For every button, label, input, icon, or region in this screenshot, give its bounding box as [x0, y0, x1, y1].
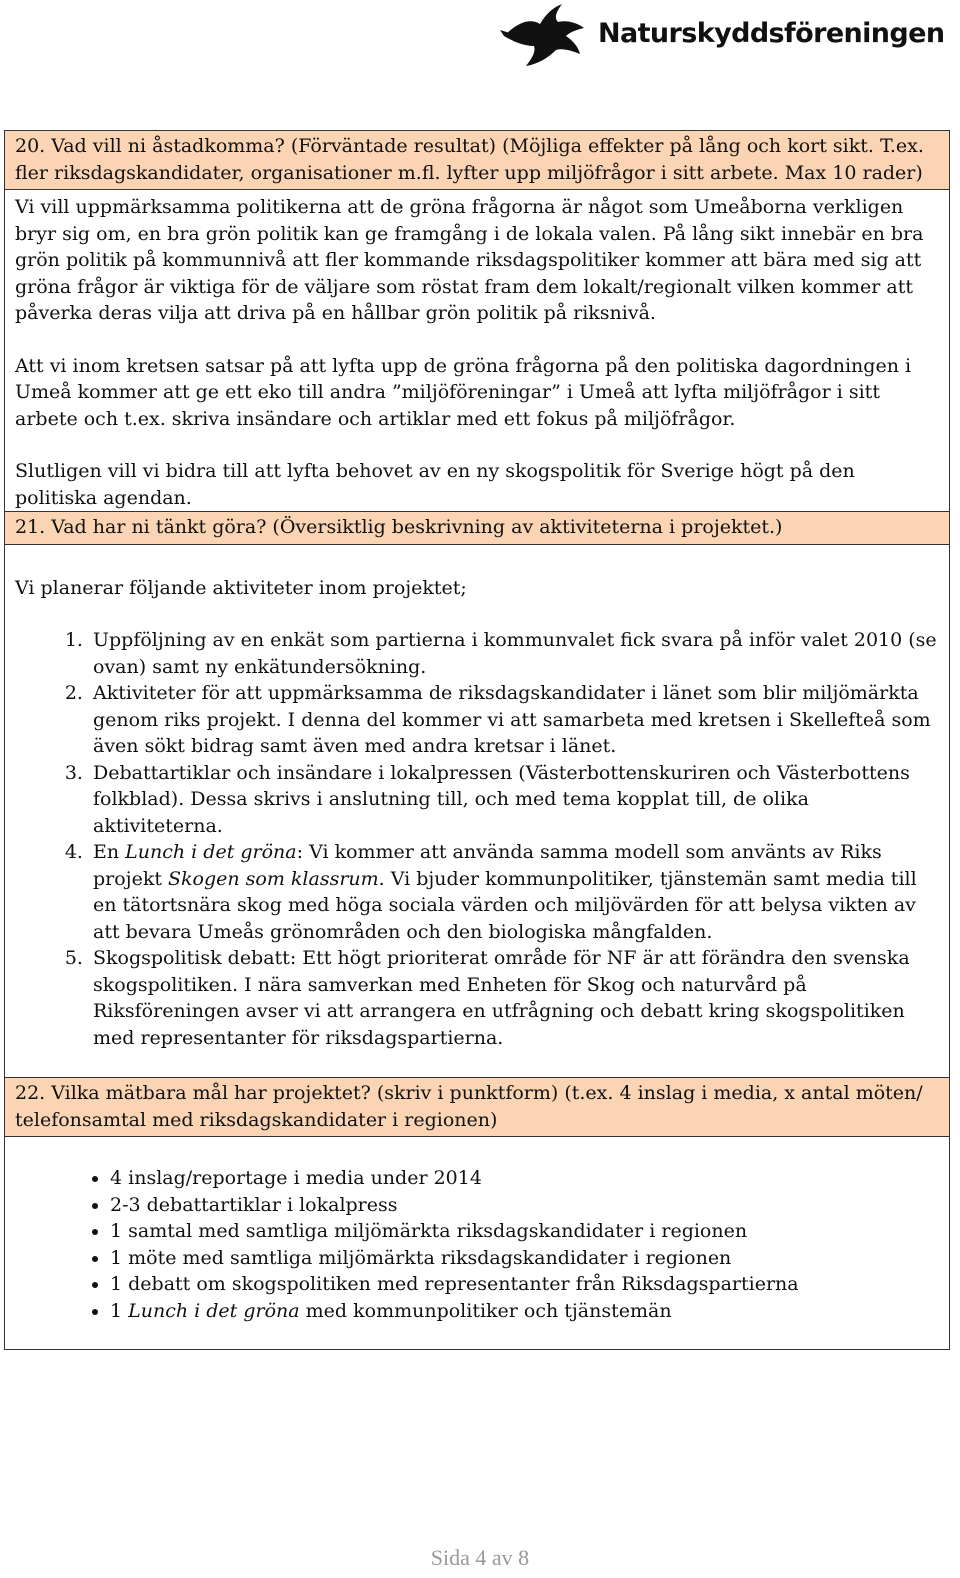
activity-item-3: 3. Debattartiklar och insändare i lokalpressen (Västerbottenskuriren och Västerbottens folkblad). Dessa skrivs i anslutning till, och med tema kopplat till, de olika aktiviteterna.: [89, 760, 939, 840]
answer-20: [5, 190, 949, 512]
activity-4-project-title: Skogen som klassrum: [168, 867, 379, 890]
header-logo: [500, 0, 950, 75]
activity-4-mid: : Vi kommer att använda samma modell som använts av Riks projekt: [93, 841, 882, 890]
application-form: [4, 130, 950, 1350]
answer-21: [5, 545, 949, 1079]
activity-item-5: 5. Skogspolitisk debatt: Ett högt prioriterat område för NF är att förändra den svenska skogspolitiken. I nära samverkan med Enheten för Skog och naturvård på Riksföreningen avser vi att arrangera en utfrågning och debatt kring skogspolitiken med representanter för riksdagspartierna.: [89, 945, 939, 1051]
activity-item-2: 2. Aktiviteter för att uppmärksamma de riksdagskandidater i länet som blir miljömärkta genom riks projekt. I denna del kommer vi att samarbeta med kretsen i Skellefteå som även sökt bidrag samt även med andra kretsar i länet.: [89, 680, 939, 760]
answer-20-paragraph-1: Vi vill uppmärksamma politikerna att de gröna frågorna är något som Umeåborna verkligen bryr sig om, en bra grön politik kan ge framgång i de lokala valen. På lång sikt innebär en bra grön politik på kommunnivå att fler kommande riksdagspolitiker kommer att bära med sig att gröna frågor är viktiga för de väljare som röstat fram dem lokalt/regionalt vilken kommer att påverka deras vilja att driva på en hållbar grön politik på riksnivå.: [15, 196, 924, 324]
question-22: 22. Vilka mätbara mål har projektet? (skriv i punktform) (t.ex. 4 inslag i media, x antal möten/ telefonsamtal med riksdagskandidater i regionen): [5, 1078, 949, 1137]
goal-item-4: • 1 möte med samtliga miljömärkta riksdagskandidater i regionen: [110, 1245, 939, 1272]
goal-item-3: • 1 samtal med samtliga miljömärkta riksdagskandidater i regionen: [110, 1218, 939, 1245]
activity-4-lunch-title: Lunch i det gröna: [125, 841, 297, 863]
goal-6-pre: 1: [110, 1299, 129, 1322]
page-number: Sida 4 av 8: [430, 1545, 530, 1570]
goal-item-1: • 4 inslag/reportage i media under 2014: [110, 1165, 939, 1192]
answer-22: [5, 1137, 949, 1350]
question-21: 21. Vad har ni tänkt göra? (Översiktlig beskrivning av aktiviteterna i projektet.): [5, 512, 949, 545]
goals-list: [15, 1165, 939, 1324]
answer-20-paragraph-2: Att vi inom kretsen satsar på att lyfta upp de gröna frågorna på den politiska dagordningen i Umeå kommer att ge ett eko till andra ”miljöföreningar” i Umeå att lyfta miljöfrågor i sitt arbete och t.ex. skriva insändare och artiklar med ett fokus på miljöfrågor.: [15, 354, 912, 430]
activities-intro: Vi planerar följande aktiviteter inom projektet;: [15, 576, 467, 599]
question-20: 20. Vad vill ni åstadkomma? (Förväntade resultat) (Möjliga effekter på lång och kort sikt. T.ex. fler riksdagskandidater, organisationer m.fl. lyfter upp miljöfrågor i sitt arbete. Max 10 rader): [5, 131, 949, 190]
goal-item-6: [110, 1298, 939, 1325]
goal-6-lunch-title: Lunch i det gröna: [128, 1299, 300, 1322]
bird-icon: [500, 0, 592, 70]
goal-6-post: med kommunpolitiker och tjänstemän: [299, 1299, 672, 1322]
answer-20-paragraph-3: Slutligen vill vi bidra till att lyfta behovet av en ny skogspolitik för Sverige högt på den politiska agendan.: [15, 460, 855, 509]
activity-4-post: . Vi bjuder kommunpolitiker, tjänstemän samt media till en tätortsnära skog med höga sociala värden och miljövärden för att belysa vikten av att bevara Umeås grönområden och den biologiska mångfalden.: [93, 867, 917, 943]
goal-item-5: • 1 debatt om skogspolitiken med representanter från Riksdagspartierna: [110, 1271, 939, 1298]
brand-name: Naturskyddsföreningen: [598, 18, 945, 49]
activity-4-pre: En: [93, 841, 126, 863]
goal-item-2: • 2-3 debattartiklar i lokalpress: [110, 1192, 939, 1219]
activities-list: [15, 627, 939, 1051]
activity-item-1: 1. Uppföljning av en enkät som partierna i kommunvalet fick svara på inför valet 2010 (se ovan) samt ny enkätundersökning.: [89, 627, 939, 680]
activity-item-4: [89, 839, 939, 945]
